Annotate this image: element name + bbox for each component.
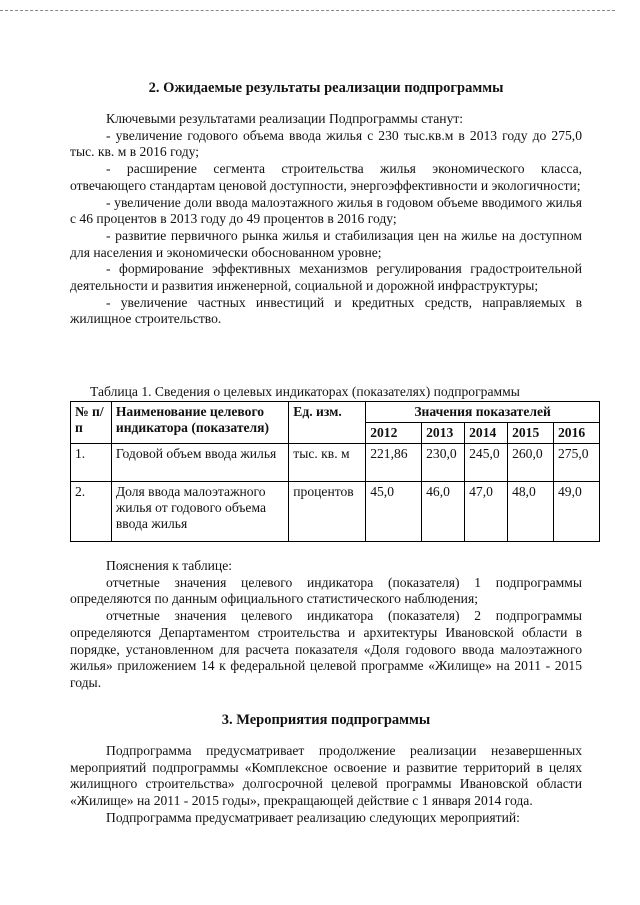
table-header-row [71,402,600,423]
header-name: Наименование целевого индикатора (показателя) [111,402,288,444]
header-num: № п/п [71,402,112,444]
row-value: 49,0 [554,482,600,542]
indicators-table [70,401,600,542]
row-unit: тыс. кв. м [289,444,366,482]
row-unit: процентов [289,482,366,542]
table-caption: Таблица 1. Сведения о целевых индикаторах (показателях) подпрограммы [90,384,520,399]
section-3-paragraph-2: Подпрограмма предусматривает реализацию следующих мероприятий: [106,809,520,825]
row-num: 1. [71,444,112,482]
section-2-title: 2. Ожидаемые результаты реализации подпрограммы [148,80,504,96]
row-value: 275,0 [554,444,600,482]
row-name: Доля ввода малоэтажного жилья от годового объема ввода жилья [111,482,288,542]
row-value: 260,0 [508,444,554,482]
section-3-paragraph-1: Подпрограмма предусматривает продолжение реализации незавершенных мероприятий подпрограммы «Комплексное освоение и развитие территорий в целях жилищного строительства» долгосрочной целевой программы Ивановской области «Жилище» на 2011 - 2015 годы», прекращающей действие с 1 января 2014 года. [70,743,582,809]
row-value: 221,86 [366,444,422,482]
notes-title: Пояснения к таблице: [106,558,233,573]
row-value: 230,0 [422,444,465,482]
row-num: 2. [71,482,112,542]
section-3-body [70,743,582,827]
section-2-intro: Ключевыми результатами реализации Подпрограммы станут: [106,111,464,126]
header-year: 2016 [554,423,600,444]
header-unit: Ед. изм. [289,402,366,444]
result-item-1: - увеличение годового объема ввода жилья с 230 тыс.кв.м в 2013 году до 275,0 тыс. кв. м в 2016 году; [70,127,582,160]
table-row [71,482,600,542]
result-item-6: - увеличение частных инвестиций и кредитных средств, направляемых в жилищное строительство. [70,294,582,327]
header-year: 2012 [366,423,422,444]
header-year: 2013 [422,423,465,444]
row-value: 46,0 [422,482,465,542]
result-item-3: - увеличение доли ввода малоэтажного жилья в годовом объеме вводимого жилья с 46 процентов в 2013 году до 49 процентов в 2016 году; [70,194,582,227]
section-3-title: 3. Мероприятия подпрограммы [221,712,431,728]
row-name: Годовой объем ввода жилья [111,444,288,482]
row-value: 245,0 [465,444,508,482]
header-values-group: Значения показателей [366,402,600,423]
note-item-1: отчетные значения целевого индикатора (показателя) 1 подпрограммы определяются по данным официального статистического наблюдения; [70,574,582,607]
row-value: 48,0 [508,482,554,542]
note-item-2: отчетные значения целевого индикатора (показателя) 2 подпрограммы определяются Департаментом строительства и архитектуры Ивановской области в порядке, установленном для расчета показателя «Доля годового ввода малоэтажного жилья» приложением 14 к федеральной целевой программе «Жилище» на 2011 - 2015 годы. [70,608,582,690]
result-item-5: - формирование эффективных механизмов регулирования градостроительной деятельности и развития инженерной, социальной и дорожной инфраструктуры; [70,261,582,294]
table-notes [70,558,582,692]
row-value: 45,0 [366,482,422,542]
result-item-4: - развитие первичного рынка жилья и стабилизация цен на жилье на доступном для населения и экономически обоснованном уровне; [70,227,582,260]
row-value: 47,0 [465,482,508,542]
scan-top-edge [0,10,615,11]
section-2-body [70,111,582,328]
result-item-2: - расширение сегмента строительства жилья экономического класса, отвечающего стандартам ценовой доступности, энергоэффективности и экологичности; [70,161,582,193]
table-row [71,444,600,482]
header-year: 2015 [508,423,554,444]
header-year: 2014 [465,423,508,444]
